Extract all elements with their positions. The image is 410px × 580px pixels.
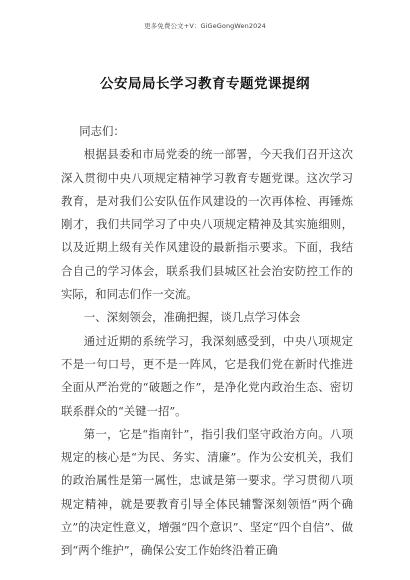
paragraph-1: 根据县委和市局党委的统一部署，今天我们召开这次深入贯彻中央八项规定精神学习教育专题党课。这次学习教育，是对我们公安队伍作风建设的一次再体检、再锤炼刚才，我们共同学习了中央八项规定精神及其实施细则，以及近期上级有关作风建设的最新指示要求。下面，我结合自己的学习体会，联系我们县城区社会治安防控工作的实际，和同志们作一交流。 — [61, 147, 353, 302]
paragraph-2: 通过近期的系统学习，我深刻感受到，中央八项规定不是一句口号，更不是一阵风，它是我们党在新时代推进全面从严治党的“破题之作”，是净化党内政治生态、密切联系群众的“关键一招”。 — [61, 333, 353, 418]
document-title: 公安局局长学习教育专题党课提纲 — [100, 76, 310, 92]
paragraph-3: 第一，它是“指南针”，指引我们坚守政治方向。八项规定的核心是“为民、务实、清廉”。作为公安机关，我们的政治属性是第一属性，忠诚是第一要求。学习贯彻八项规定精神，就是要教育引导全体民辅警深刻领悟“两个确立”的决定性意义，增强“四个意识”、坚定“四个自信”、做到“两个维护”，确保公安工作始终沿着正确 — [61, 426, 353, 558]
salutation: 同志们： — [79, 124, 125, 138]
section-heading-1: 一、深刻领会，准确把握，谈几点学习体会 — [83, 310, 301, 325]
document-body — [61, 120, 353, 563]
header-note: 更多免费公文+V：GiGeGongWen2024 — [144, 22, 266, 30]
